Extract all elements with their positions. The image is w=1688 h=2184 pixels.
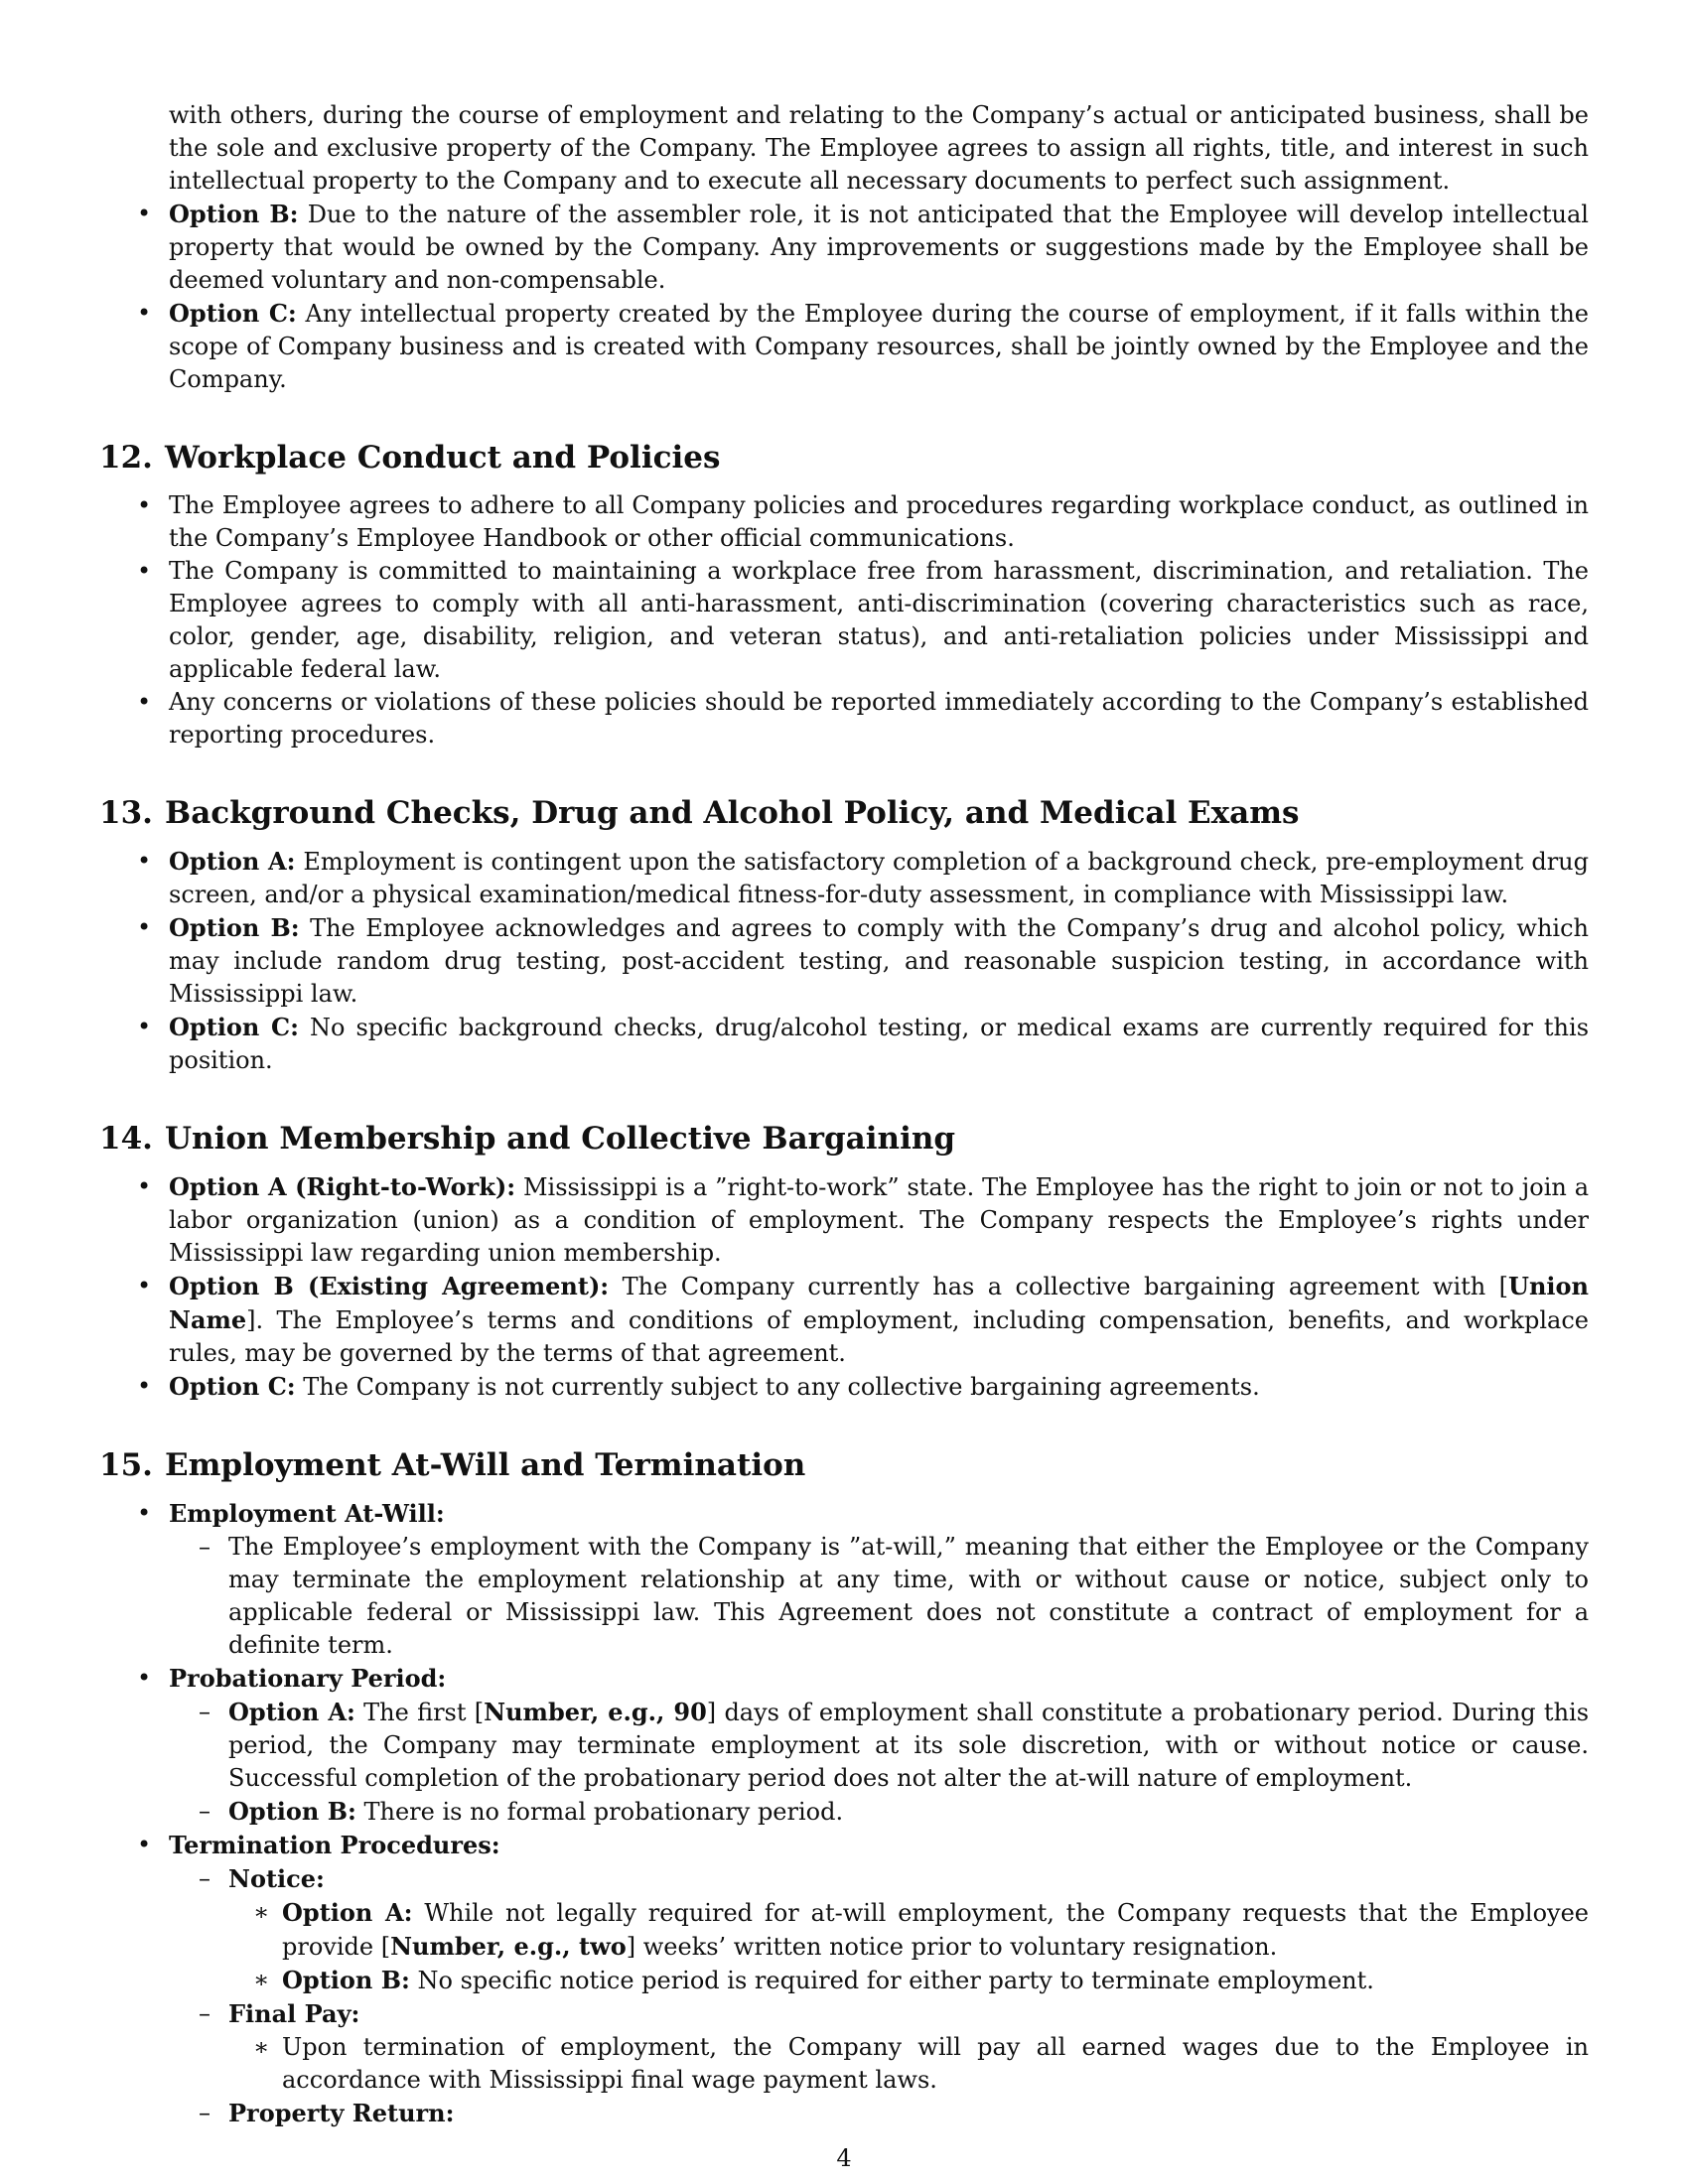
s13-option-a [99, 845, 1589, 911]
subheading: Notice: [228, 1864, 325, 1893]
section-13-heading [99, 793, 1589, 833]
placeholder-field: Number, e.g., 90 [484, 1698, 707, 1726]
subheading: Property Return: [228, 2099, 455, 2127]
s12-list [99, 489, 1589, 751]
s15-list [99, 1497, 1589, 2130]
section-15-heading [99, 1445, 1589, 1485]
at-will-text: – The Employee’s employment with the Company is ”at-will,” meaning that either the Employee or the Company may terminate the employment relationship at any time, with or without cause or notice, subject only to applicable federal or Mississippi law. This Agreement does not constitute a contract of employment for a definite term. [169, 1531, 1589, 1662]
s13-option-c [99, 1011, 1589, 1077]
option-label: Option B: [169, 913, 300, 942]
notice [169, 1862, 1589, 1997]
option-text: The first [ [354, 1699, 485, 1726]
option-text: No specific notice period is required for either party to terminate employment. [409, 1967, 1374, 1994]
s11-option-c [99, 297, 1589, 396]
page-number: 4 [836, 2144, 852, 2172]
option-label: Option B (Existing Agreement): [169, 1272, 610, 1300]
s15-probationary [99, 1662, 1589, 1829]
option-label: Option C: [169, 1013, 300, 1041]
property-return [169, 2097, 1589, 2130]
prob-option-a [169, 1696, 1589, 1795]
option-text: The Employee acknowledges and agrees to comply with the Company’s drug and alcohol policy, which may include random drug testing, post-accident testing, and reasonable suspicion testing, in accordance with Mississippi law. [169, 914, 1589, 1008]
option-text: Any intellectual property created by the Employee during the course of employment, if it falls within the scope of Company business and is created with Company resources, shall be jointly owned by the Employee and the Company. [169, 300, 1590, 393]
option-label: Option C: [169, 1372, 296, 1401]
option-label: Option A (Right-to-Work): [169, 1172, 516, 1201]
s13-list [99, 845, 1589, 1077]
subheading: Employment At-Will: [169, 1499, 445, 1528]
s13-option-b [99, 911, 1589, 1011]
option-label: Option C: [169, 299, 297, 328]
page-content [99, 99, 1589, 2130]
s15-probationary-list [169, 1696, 1589, 1829]
section-14-heading [99, 1119, 1589, 1159]
final-pay-list [228, 2031, 1589, 2097]
option-text: Employment is contingent upon the satisfactory completion of a background check, pre-employment drug screen, and/or a physical examination/medical fitness-for-duty assessment, in compliance with Mississippi law. [169, 848, 1590, 908]
final-pay [169, 1997, 1589, 2097]
option-label: Option B: [228, 1797, 356, 1826]
section-title: Background Checks, Drug and Alcohol Policy, and Medical Exams [165, 795, 1300, 831]
s14-option-a [99, 1170, 1589, 1270]
placeholder-field: Union Name [169, 1272, 1589, 1334]
section-number: 12. [99, 440, 153, 476]
prob-option-b [169, 1795, 1589, 1829]
s15-termination-list [169, 1862, 1589, 2130]
section-number: 14. [99, 1121, 153, 1157]
subheading: Termination Procedures: [169, 1831, 500, 1859]
section-title: Employment At-Will and Termination [165, 1447, 806, 1483]
placeholder-field: Number, e.g., two [390, 1932, 627, 1961]
subheading: Probationary Period: [169, 1664, 447, 1693]
option-label: Option B: [282, 1966, 410, 1994]
s11-options [99, 198, 1589, 396]
s15-termination [99, 1829, 1589, 2130]
option-text: ]. The Employee’s terms and conditions of employment, including compensation, benefits, and workplace rules, may be governed by the terms of that agreement. [169, 1306, 1589, 1367]
s15-at-will-list [169, 1531, 1589, 1662]
s11-option-b [99, 198, 1589, 297]
option-label: Option A: [282, 1898, 413, 1927]
section-12-heading [99, 438, 1589, 478]
section-title: Union Membership and Collective Bargaining [165, 1121, 956, 1157]
s14-list [99, 1170, 1589, 1404]
option-text: ] weeks’ written notice prior to voluntary resignation. [626, 1933, 1278, 1961]
section-title: Workplace Conduct and Policies [165, 440, 721, 476]
notice-option-a [228, 1896, 1589, 1964]
s12-item: • The Company is committed to maintaining a workplace free from harassment, discrimination, and retaliation. The Employee agrees to comply with all anti-harassment, anti-discrimination (covering characteristics such as race, color, gender, age, disability, religion, and veteran status), and anti-retaliation policies under Mississippi and applicable federal law. [99, 555, 1589, 686]
section-number: 15. [99, 1447, 153, 1483]
option-text: While not legally required for at-will employment, the Company requests that the Employee provide [ [282, 1899, 1589, 1961]
notice-option-b [228, 1964, 1589, 1997]
option-text: ] days of employment shall constitute a probationary period. During this period, the Company may terminate employment at its sole discretion, with or without notice or cause. Successful completion of the probationary period does not alter the at-will nature of employment. [228, 1699, 1590, 1792]
option-text: The Company is not currently subject to any collective bargaining agreements. [295, 1373, 1260, 1401]
s15-at-will [99, 1497, 1589, 1662]
s12-item: • The Employee agrees to adhere to all Company policies and procedures regarding workplace conduct, as outlined in the Company’s Employee Handbook or other official communications. [99, 489, 1589, 555]
option-label: Option A: [169, 847, 296, 876]
s11-continuation: with others, during the course of employment and relating to the Company’s actual or anticipated business, shall be the sole and exclusive property of the Company. The Employee agrees to assign all rights, title, and interest in such intellectual property to the Company and to execute all necessary documents to perfect such assignment. [169, 101, 1589, 195]
option-text: The Company currently has a collective bargaining agreement with [ [609, 1273, 1509, 1300]
option-text: There is no formal probationary period. [355, 1798, 844, 1826]
option-text: Mississippi is a ”right-to-work” state. The Employee has the right to join or not to join a labor organization (union) as a condition of employment. The Company respects the Employee’s rights under Mississippi law regarding union membership. [169, 1173, 1590, 1267]
s12-item: • Any concerns or violations of these policies should be reported immediately according to the Company’s established reporting procedures. [99, 686, 1589, 751]
notice-list [228, 1896, 1589, 1997]
option-label: Option B: [169, 200, 299, 228]
s14-option-c [99, 1370, 1589, 1404]
option-label: Option A: [228, 1698, 355, 1726]
s14-option-b [99, 1270, 1589, 1370]
section-number: 13. [99, 795, 153, 831]
option-text: Due to the nature of the assembler role, it is not anticipated that the Employee will develop intellectual property that would be owned by the Company. Any improvements or suggestions made by the Employee shall be deemed voluntary and non-compensable. [169, 201, 1589, 294]
option-text: No specific background checks, drug/alcohol testing, or medical exams are currently required for this position. [169, 1014, 1590, 1074]
subheading: Final Pay: [228, 1999, 360, 2028]
final-pay-text: ∗ Upon termination of employment, the Company will pay all earned wages due to the Employee in accordance with Mississippi final wage payment laws. [228, 2031, 1589, 2097]
